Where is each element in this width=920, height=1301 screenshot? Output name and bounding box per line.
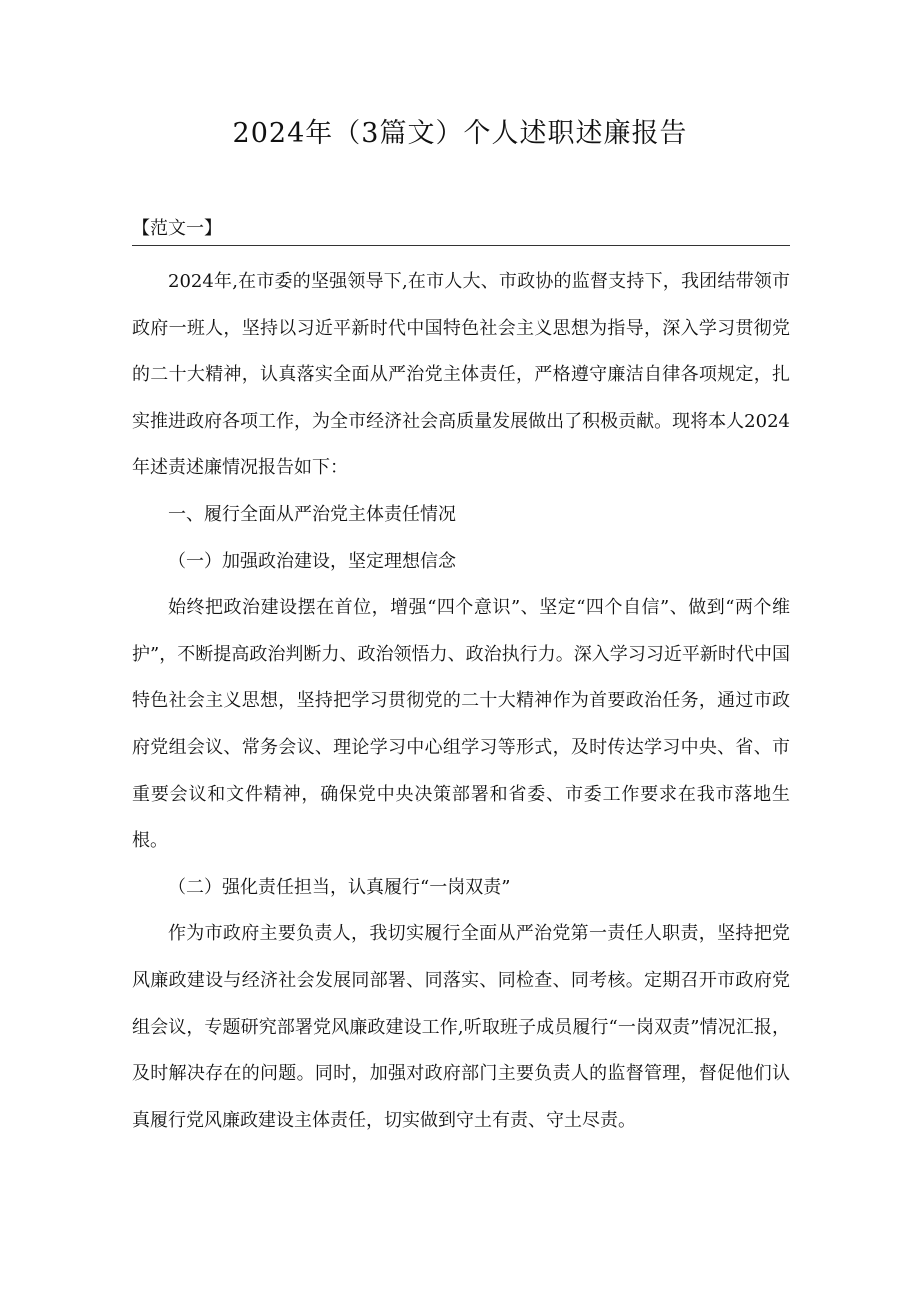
document-body — [132, 259, 790, 1144]
paragraph-responsibility: 作为市政府主要负责人，我切实履行全面从严治党第一责任人职责，坚持把党风廉政建设与经济社会发展同部署、同落实、同检查、同考核。定期召开市政府党组会议，专题研究部署党风廉政建设工作,听取班子成员履行“一岗双责”情况汇报，及时解决存在的问题。同时，加强对政府部门主要负责人的监督管理，督促他们认真履行党风廉政建设主体责任，切实做到守土有责、守土尽责。 — [132, 923, 790, 1131]
heading-level-2: （一）加强政治建设，坚定理想信念 — [168, 550, 456, 572]
section-label: 【范文一】 — [132, 218, 222, 239]
document-title: 2024年（3篇文）个人述职述廉报告 — [232, 118, 688, 149]
heading-level-2: （二）强化责任担当，认真履行“一岗双责” — [168, 876, 511, 898]
section-divider — [132, 245, 790, 246]
paragraph-political-building: 始终把政治建设摆在首位，增强“四个意识”、坚定“四个自信”、做到“两个维护”，不断提高政治判断力、政治领悟力、政治执行力。深入学习习近平新时代中国特色社会主义思想，坚持把学习贯彻党的二十大精神作为首要政治任务，通过市政府党组会议、常务会议、理论学习中心组学习等形式，及时传达学习中央、省、市重要会议和文件精神，确保党中央决策部署和省委、市委工作要求在我市落地生根。 — [132, 597, 790, 852]
paragraph-intro: 2024年,在市委的坚强领导下,在市人大、市政协的监督支持下，我团结带领市政府一班人，坚持以习近平新时代中国特色社会主义思想为指导，深入学习贯彻党的二十大精神，认真落实全面从严治党主体责任，严格遵守廉洁自律各项规定，扎实推进政府各项工作，为全市经济社会高质量发展做出了积极贡献。现将本人2024年述责述廉情况报告如下： — [132, 271, 790, 479]
heading-level-1: 一、履行全面从严治党主体责任情况 — [168, 503, 456, 525]
